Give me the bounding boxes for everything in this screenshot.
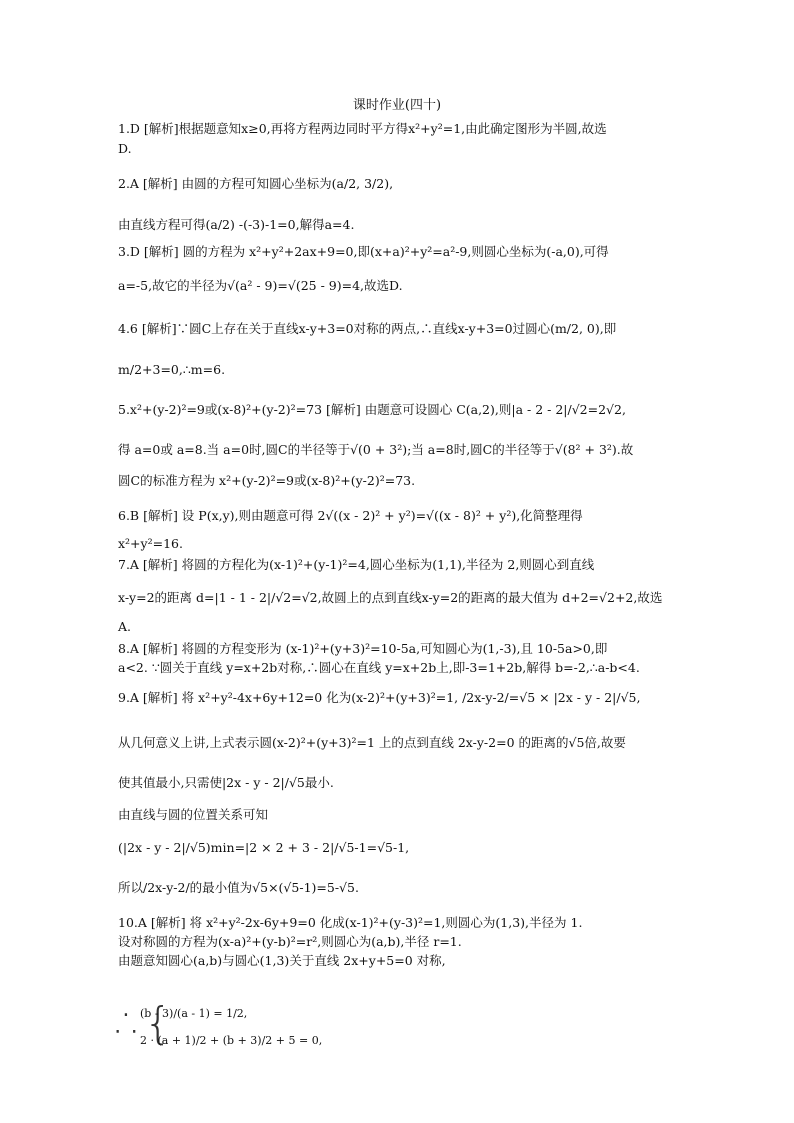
answer-line: x²+y²=16. (118, 536, 183, 551)
answer-line: m/2+3=0,∴m=6. (118, 362, 226, 377)
system-brace: ∴{ (116, 998, 172, 1049)
answer-line: 设对称圆的方程为(x-a)²+(y-b)²=r²,则圆心为(a,b),半径 r=1. (118, 934, 462, 949)
answer-line: 1.D [解析]根据题意知x≥0,再将方程两边同时平方得x²+y²=1,由此确定图形为半圆,故选 (118, 121, 607, 136)
answer-line: 4.6 [解析]∵圆C上存在关于直线x-y+3=0对称的两点,∴直线x-y+3=0过圆心(m/2, 0),即 (118, 321, 617, 336)
answer-line: 由直线方程可得(a/2) -(-3)-1=0,解得a=4. (118, 217, 355, 232)
answer-line: (|2x - y - 2|/√5)min=|2 × 2 + 3 - 2|/√5-1=√5-1, (118, 840, 410, 855)
answer-line: D. (118, 141, 132, 156)
answer-line: 3.D [解析] 圆的方程为 x²+y²+2ax+9=0,即(x+a)²+y²=a²-9,则圆心坐标为(-a,0),可得 (118, 244, 609, 259)
answer-line: 7.A [解析] 将圆的方程化为(x-1)²+(y-1)²=4,圆心坐标为(1,1),半径为 2,则圆心到直线 (118, 557, 595, 572)
answer-line: 8.A [解析] 将圆的方程变形为 (x-1)²+(y+3)²=10-5a,可知圆心为(1,-3),且 10-5a>0,即 (118, 641, 608, 656)
answer-line: 10.A [解析] 将 x²+y²-2x-6y+9=0 化成(x-1)²+(y-3)²=1,则圆心为(1,3),半径为 1. (118, 915, 583, 930)
answer-line: A. (118, 619, 132, 634)
answer-line: x-y=2的距离 d=|1 - 1 - 2|/√2=√2,故圆上的点到直线x-y=2的距离的最大值为 d+2=√2+2,故选 (118, 590, 663, 605)
answer-line: 得 a=0或 a=8.当 a=0时,圆C的半径等于√(0 + 3²);当 a=8时,圆C的半径等于√(8² + 3²).故 (118, 442, 634, 457)
answer-line: 圆C的标准方程为 x²+(y-2)²=9或(x-8)²+(y-2)²=73. (118, 473, 416, 488)
answer-line: 由题意知圆心(a,b)与圆心(1,3)关于直线 2x+y+5=0 对称, (118, 953, 446, 968)
system-equation-1: (b - 3)/(a - 1) = 1/2, (140, 1007, 248, 1020)
answer-line: a<2. ∵圆关于直线 y=x+2b对称,∴圆心在直线 y=x+2b上,即-3=1+2b,解得 b=-2,∴a-b<4. (118, 660, 640, 675)
answer-line: 使其值最小,只需使|2x - y - 2|/√5最小. (118, 775, 334, 790)
answer-line: 6.B [解析] 设 P(x,y),则由题意可得 2√((x - 2)² + y²)=√((x - 8)² + y²),化简整理得 (118, 508, 583, 523)
answer-line: 2.A [解析] 由圆的方程可知圆心坐标为(a/2, 3/2), (118, 176, 394, 191)
answer-line: a=-5,故它的半径为√(a² - 9)=√(25 - 9)=4,故选D. (118, 278, 403, 293)
answer-line: 9.A [解析] 将 x²+y²-4x+6y+12=0 化为(x-2)²+(y+3)²=1, /2x-y-2/=√5 × |2x - y - 2|/√5, (118, 690, 641, 705)
answer-line: 所以/2x-y-2/的最小值为√5×(√5-1)=5-√5. (118, 880, 359, 895)
system-equation-2: 2 · (a + 1)/2 + (b + 3)/2 + 5 = 0, (140, 1034, 323, 1047)
page-title: 课时作业(四十) (352, 98, 442, 113)
answer-line: 由直线与圆的位置关系可知 (118, 807, 269, 822)
answer-line: 5.x²+(y-2)²=9或(x-8)²+(y-2)²=73 [解析] 由题意可设圆心 C(a,2),则|a - 2 - 2|/√2=2√2, (118, 402, 626, 417)
answer-line: 从几何意义上讲,上式表示圆(x-2)²+(y+3)²=1 上的点到直线 2x-y-2=0 的距离的√5倍,故要 (118, 735, 626, 750)
